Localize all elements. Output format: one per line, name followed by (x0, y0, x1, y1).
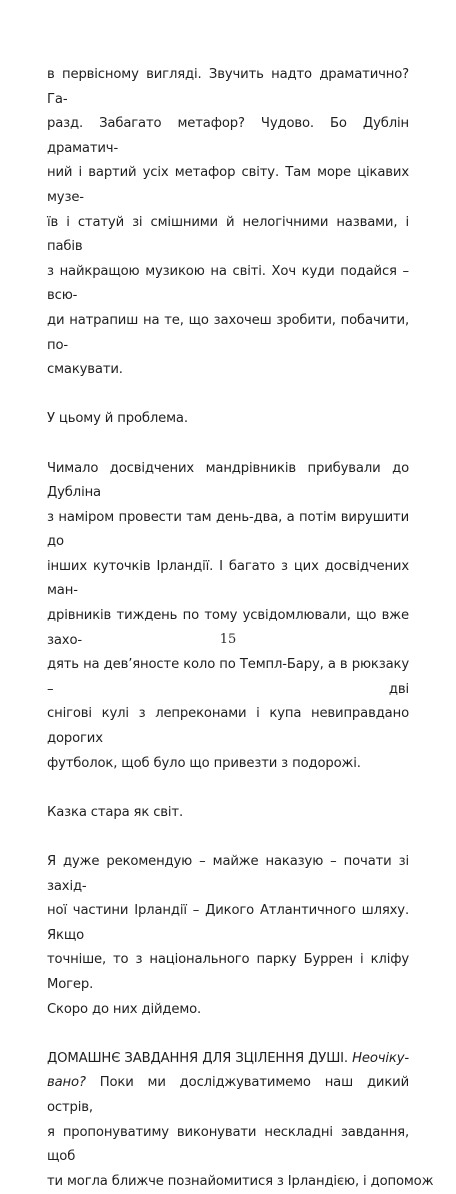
text-line: з найкращою музикою на світі. Хоч куди подайся – всю- (47, 263, 409, 304)
text-line: ди натрапиш на те, що захочеш зробити, побачити, по- (47, 312, 409, 353)
paragraph-4 (47, 801, 409, 826)
paragraph-2 (47, 407, 409, 432)
section-heading-caps: ДОМАШНЄ ЗАВДАННЯ ДЛЯ ЗЦІЛЕННЯ ДУШІ. (47, 1050, 348, 1066)
paragraph-gap (47, 1022, 409, 1047)
text-line (47, 1071, 409, 1120)
text-line: я пропонуватиму виконувати нескладні завдання, щоб (47, 1124, 409, 1165)
text-line: інших куточків Ірландії. І багато з цих досвідчених ман- (47, 558, 409, 599)
italic-phrase: вано? (47, 1075, 86, 1091)
text-line: Казка стара як світ. (47, 804, 184, 820)
paragraph-gap (47, 825, 409, 850)
text-line: смакувати. (47, 362, 123, 378)
page-number: 15 (219, 632, 237, 647)
italic-phrase: Неочіку- (352, 1050, 410, 1066)
paragraph-5 (47, 850, 409, 1022)
text-line: в первісному вигляді. Звучить надто драматично? Га- (47, 67, 409, 107)
text-line: з наміром провести там день-два, а потім вирушити до (47, 509, 409, 550)
text-line: У цьому й проблема. (47, 411, 188, 427)
text-line: снігові кулі з лепреконами і купа невиправдано дорогих (47, 706, 409, 747)
paragraph-gap (47, 432, 409, 457)
text-line: Я дуже рекомендую – майже наказую – почати зі захід- (47, 854, 409, 894)
paragraph-gap (47, 776, 409, 801)
paragraph-3 (47, 457, 409, 777)
text-fragment: Поки ми досліджуватимемо наш дикий острів, (47, 1075, 409, 1115)
text-line: Чимало досвідчених мандрівників прибували до Дубліна (47, 460, 409, 501)
paragraph-6 (47, 1047, 434, 1194)
text-line: їв і статуй зі смішними й нелогічними назвами, і пабів (47, 214, 409, 255)
text-line: футболок, щоб було що привезти з подорожі. (47, 755, 361, 771)
text-line: ний і вартий усіх метафор світу. Там море цікавих музе- (47, 165, 409, 205)
body-text (47, 63, 434, 1194)
paragraph-1 (47, 63, 409, 383)
text-line: Скоро до них дійдемо. (47, 1001, 202, 1017)
text-line: разд. Забагато метафор? Чудово. Бо Дублін драматич- (47, 116, 409, 156)
text-line (47, 1047, 409, 1072)
paragraph-gap (47, 383, 409, 408)
text-line: ти могла ближче познайомитися з Ірландією, і допомож (47, 1173, 434, 1189)
text-line: дрівників тиждень по тому усвідомлювали, що вже захо- (47, 608, 409, 648)
text-line: ної частини Ірландії – Дикого Атлантичного шляху. Якщо (47, 903, 409, 943)
text-line: дять на дев’яносте коло по Темпл-Бару, а в рюкзаку – дві (47, 657, 409, 697)
text-line: точніше, то з національного парку Буррен і кліфу Могер. (47, 952, 409, 992)
